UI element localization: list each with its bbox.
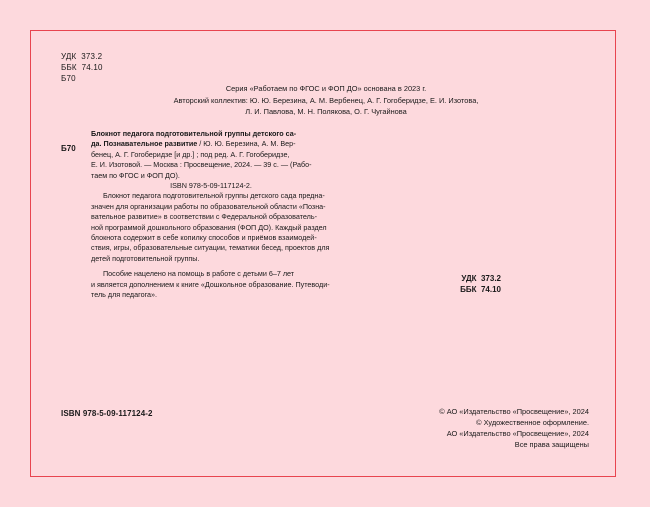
catalog-title-bold-1: Блокнот педагога подготовительной группы детского са-: [91, 129, 297, 138]
annotation-p1-l1: Блокнот педагога подготовительной группы детского сада предна-: [103, 191, 325, 201]
isbn-bottom: ISBN 978-5-09-117124-2: [61, 409, 153, 418]
bbk-code-right: ББК 74.10: [460, 285, 501, 294]
catalog-record: [91, 129, 331, 301]
authors-line-1: Авторский коллектив: Ю. Ю. Березина, А. М. Вербенец, А. Г. Гогоберидзе, Е. И. Изотова,: [173, 95, 479, 105]
annotation-p2-l2: и является дополнением к книге «Дошкольное образование. Путеводи-: [91, 279, 330, 289]
annotation-p1-l3: вательное развитие» в соответствии с Федеральной образователь-: [91, 212, 317, 222]
udc-code: УДК 373.2: [61, 52, 103, 61]
copyright-line-4: Все права защищены: [514, 440, 589, 449]
annotation-p1-l5: блокнота содержит в себе копилку способов и приёмов взаимодей-: [91, 233, 317, 243]
catalog-isbn: ISBN 978-5-09-117124-2.: [170, 181, 252, 191]
catalog-title-bold-2: да. Познавательное развитие: [91, 139, 198, 149]
shelf-mark-top: Б70: [61, 74, 76, 83]
copyright-block: [439, 406, 589, 450]
bbk-code: ББК 74.10: [61, 63, 103, 72]
annotation-p1-l4: ной программой дошкольного образования (ФОП ДО). Каждый раздел: [91, 222, 327, 232]
annotation-p1-l6: ствия, игры, образовательные ситуации, тематики бесед, проектов для: [91, 243, 330, 253]
series-and-authors: [141, 83, 511, 118]
catalog-line-5: таем по ФГОС и ФОП ДО).: [91, 170, 180, 180]
udc-code-right: УДК 373.2: [461, 274, 501, 283]
catalog-title-line-1: [91, 129, 331, 139]
series-line: Серия «Работаем по ФГОС и ФОП ДО» основана в 2023 г.: [225, 84, 427, 93]
catalog-title-line-2: [91, 139, 331, 149]
copyright-line-3: АО «Издательство «Просвещение», 2024: [446, 429, 589, 438]
shelf-mark-catalog: Б70: [61, 144, 76, 153]
copyright-page-sheet: [30, 30, 616, 477]
authors-line-2: Л. И. Павлова, М. Н. Полякова, О. Г. Чугайнова: [245, 107, 407, 116]
catalog-line-4: Е. И. Изотовой. — Москва : Просвещение, 2024. — 39 с. — (Рабо-: [91, 160, 312, 170]
annotation-p2-l1: Пособие нацелено на помощь в работе с детьми 6–7 лет: [103, 269, 295, 279]
classification-codes-right: [401, 273, 501, 295]
annotation-p1-l2: значен для организации работы по образовательной области «Позна-: [91, 201, 326, 211]
annotation-p1-l7: детей подготовительной группы.: [91, 253, 200, 263]
copyright-line-2: © Художественное оформление.: [476, 418, 589, 427]
catalog-authors-tail: / Ю. Ю. Березина, А. М. Вер-: [197, 139, 296, 149]
catalog-line-3: бенец, А. Г. Гогоберидзе [и др.] ; под ред. А. Г. Гогоберидзе,: [91, 149, 290, 159]
classification-codes-top: [61, 51, 103, 84]
annotation-p2-l3: тель для педагога».: [91, 290, 158, 300]
copyright-line-1: © АО «Издательство «Просвещение», 2024: [439, 407, 589, 416]
page-content: [31, 31, 615, 476]
